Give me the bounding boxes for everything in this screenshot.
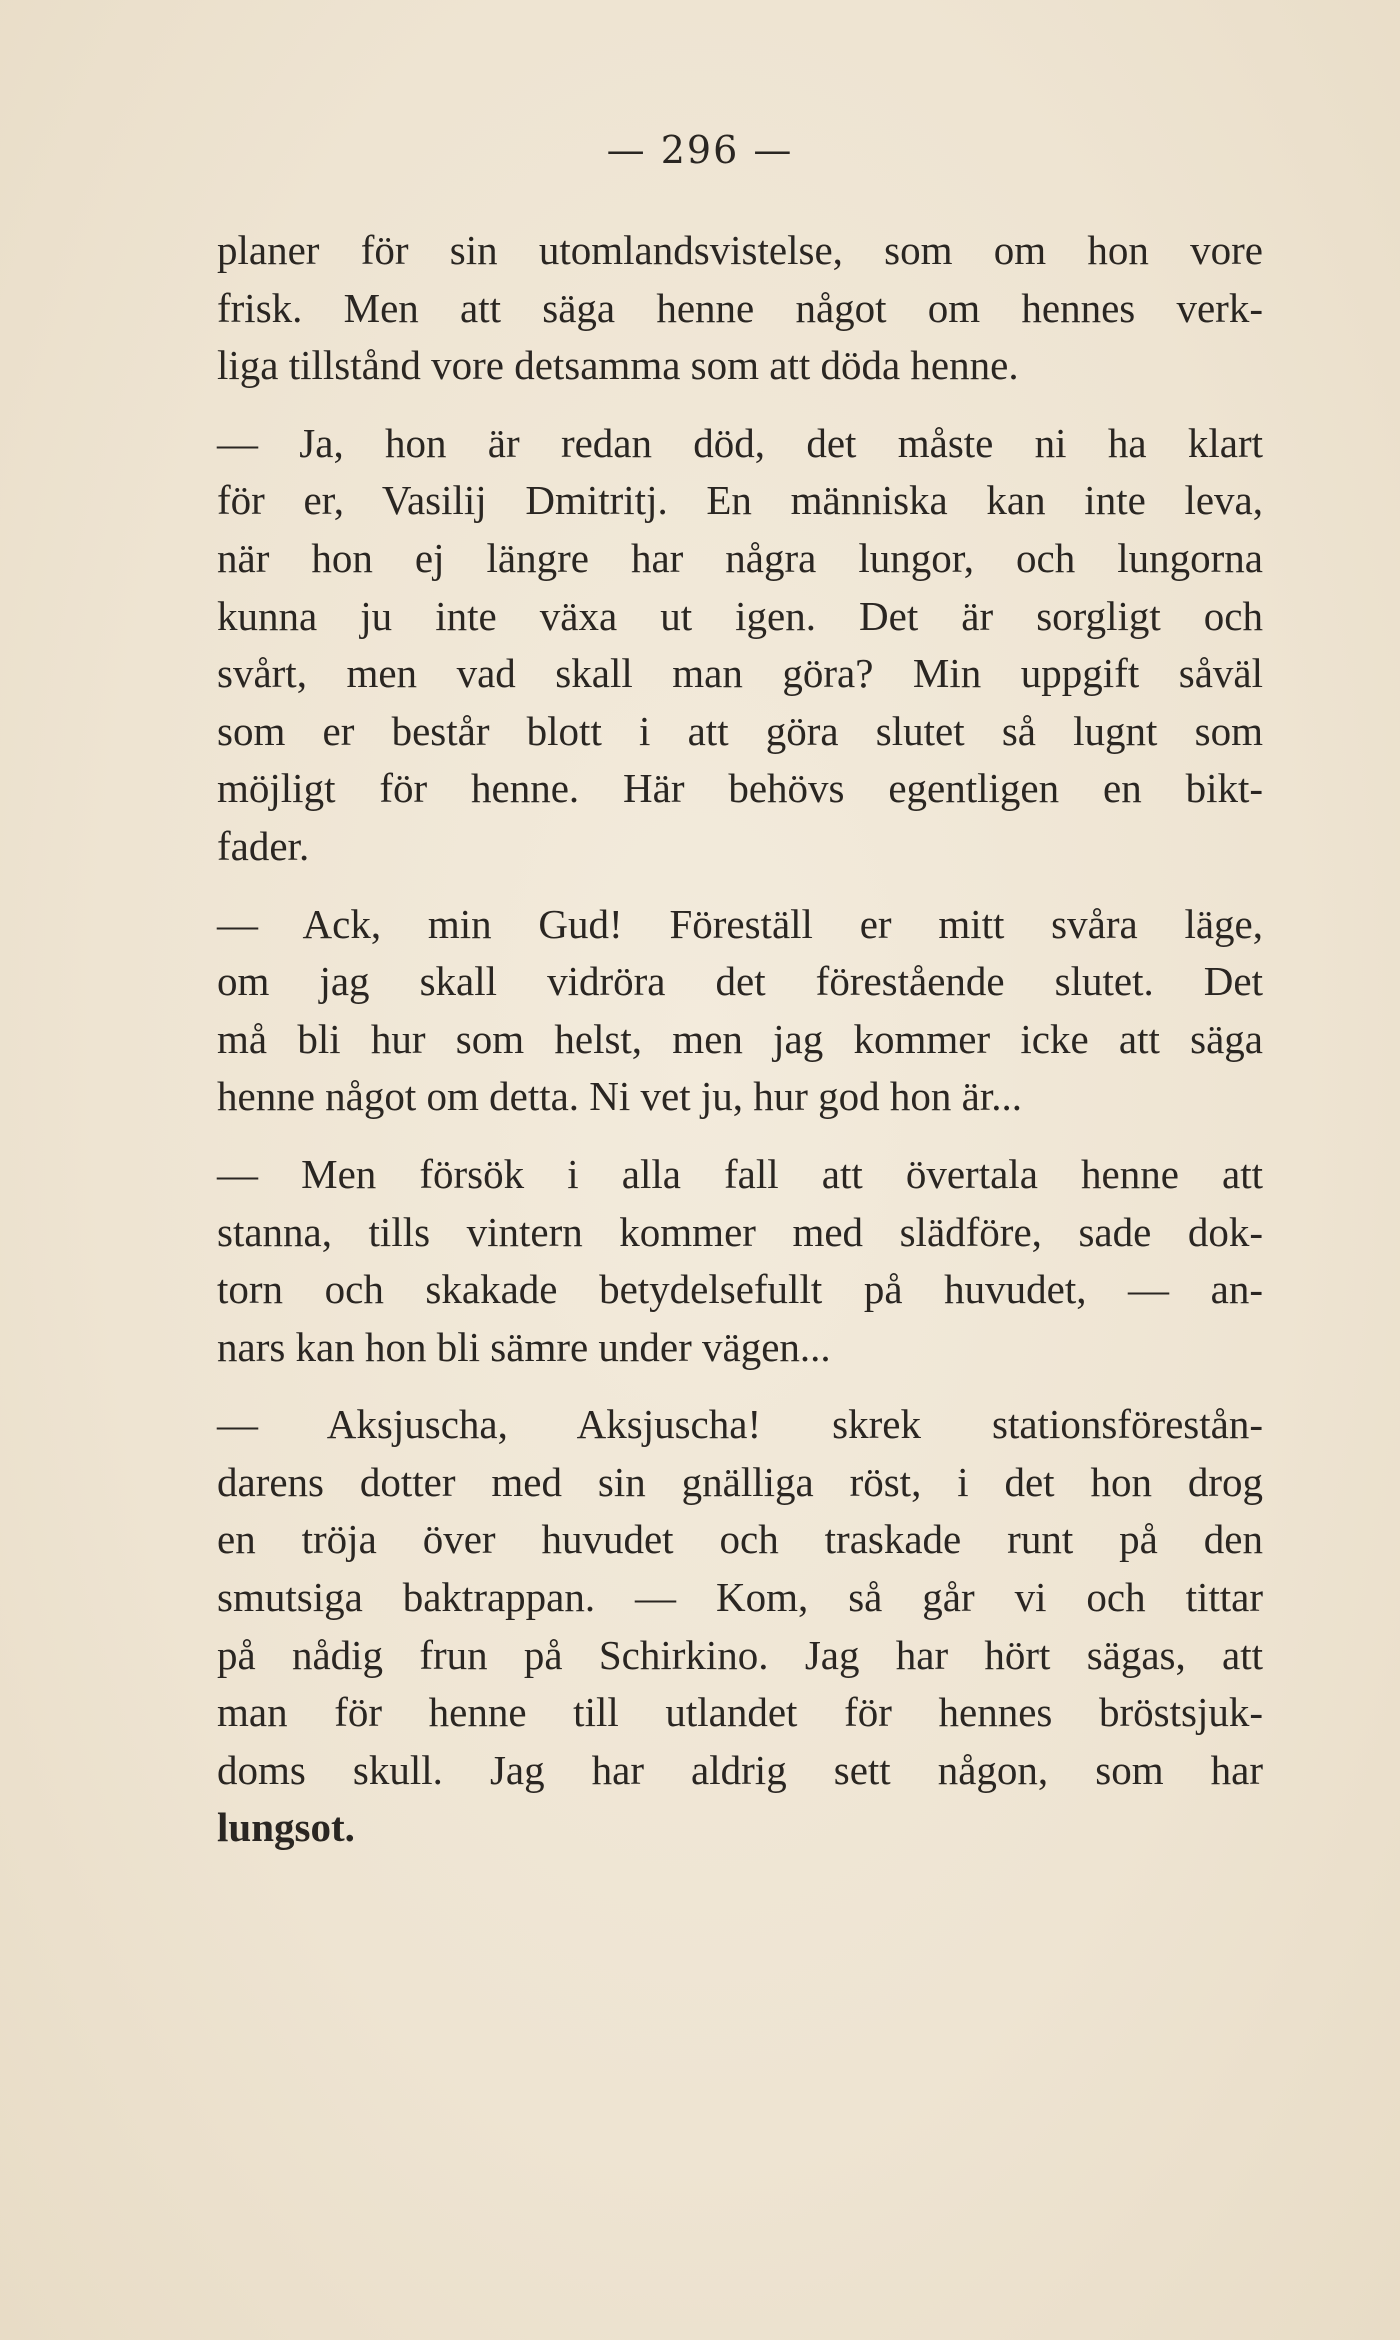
- text-line: när hon ej längre har några lungor, och lungorna: [217, 534, 1263, 581]
- text-line: frisk. Men att säga henne något om hennes verk-: [217, 284, 1263, 331]
- text-line: om jag skall vidröra det förestående slutet. Det: [217, 958, 1263, 1005]
- page-number: — 296 —: [606, 128, 794, 172]
- text-line: smutsiga baktrappan. — Kom, så går vi och tittar: [217, 1574, 1263, 1621]
- text-line: darens dotter med sin gnälliga röst, i det hon drog: [217, 1458, 1263, 1505]
- paragraph: [217, 222, 1263, 395]
- text-line: — Ja, hon är redan död, det måste ni ha klart: [217, 419, 1263, 466]
- text-line: på nådig frun på Schirkino. Jag har hört sägas, att: [217, 1631, 1263, 1678]
- paragraph: [217, 1396, 1263, 1857]
- text-line: torn och skakade betydelsefullt på huvudet, — an-: [217, 1266, 1263, 1313]
- text-line: henne något om detta. Ni vet ju, hur god hon är...: [217, 1073, 1023, 1120]
- text-line: som er består blott i att göra slutet så lugnt som: [217, 707, 1263, 754]
- text-line: möjligt för henne. Här behövs egentligen en bikt-: [217, 765, 1263, 812]
- text-line: — Men försök i alla fall att övertala henne att: [217, 1150, 1263, 1197]
- paragraph: [217, 896, 1263, 1126]
- text-line: man för henne till utlandet för hennes bröstsjuk-: [217, 1689, 1263, 1736]
- paragraph: [217, 415, 1263, 876]
- text-line: — Aksjuscha, Aksjuscha! skrek stationsförestån-: [217, 1401, 1263, 1448]
- text-line: må bli hur som helst, men jag kommer icke att säga: [217, 1015, 1263, 1062]
- paragraph: [217, 1146, 1263, 1376]
- text-line: fader.: [217, 822, 310, 869]
- text-line: för er, Vasilij Dmitritj. En människa kan inte leva,: [217, 477, 1263, 524]
- text-line: — Ack, min Gud! Föreställ er mitt svåra läge,: [217, 900, 1263, 947]
- text-line: liga tillstånd vore detsamma som att döda henne.: [217, 342, 1019, 389]
- text-line: kunna ju inte växa ut igen. Det är sorgligt och: [217, 592, 1263, 639]
- text-line: svårt, men vad skall man göra? Min uppgift såväl: [217, 650, 1263, 697]
- text-line: stanna, tills vintern kommer med slädföre, sade dok-: [217, 1208, 1263, 1255]
- text-line: doms skull. Jag har aldrig sett någon, som har: [217, 1746, 1263, 1793]
- body-text: [217, 222, 1263, 1857]
- text-line: planer för sin utomlandsvistelse, som om hon vore: [217, 227, 1263, 273]
- text-line: en tröja över huvudet och traskade runt på den: [217, 1516, 1263, 1563]
- text-line: nars kan hon bli sämre under vägen...: [217, 1323, 831, 1370]
- text-line: lungsot.: [217, 1804, 355, 1851]
